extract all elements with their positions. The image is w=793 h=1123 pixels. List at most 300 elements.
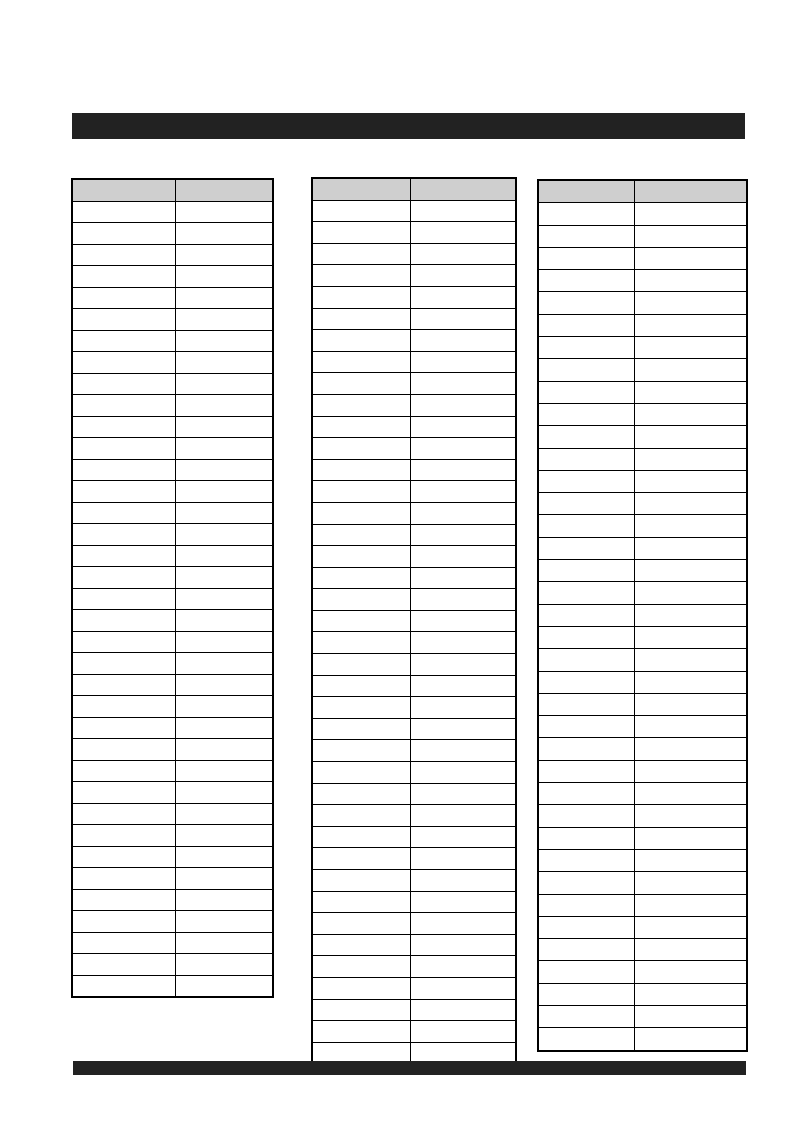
table-cell — [176, 782, 273, 804]
table-cell — [73, 287, 176, 309]
table-cell — [635, 961, 747, 983]
table-row — [539, 961, 747, 983]
table-cell — [313, 783, 411, 805]
table-cell — [176, 545, 273, 567]
table-cell — [313, 243, 411, 265]
table-cell — [539, 693, 635, 715]
table-row — [539, 314, 747, 336]
table-cell — [313, 934, 411, 956]
table-cell — [539, 649, 635, 671]
table-row — [73, 395, 273, 417]
table-cell — [411, 416, 516, 438]
table-cell — [313, 697, 411, 719]
table-row — [539, 738, 747, 760]
table-row — [313, 654, 516, 676]
table-row — [73, 610, 273, 632]
table-cell — [539, 582, 635, 604]
table-row — [313, 675, 516, 697]
table-cell — [411, 718, 516, 740]
table-row — [539, 337, 747, 359]
table-row — [73, 631, 273, 653]
table-row — [73, 588, 273, 610]
table-row — [73, 782, 273, 804]
table-cell — [539, 493, 635, 515]
table-cell — [313, 632, 411, 654]
table-cell — [411, 1021, 516, 1043]
table-cell — [73, 825, 176, 847]
table-row — [313, 805, 516, 827]
table-cell — [539, 270, 635, 292]
table-cell — [313, 524, 411, 546]
table-cell — [635, 827, 747, 849]
table-row — [73, 653, 273, 675]
table-row — [539, 783, 747, 805]
column-header — [73, 180, 176, 202]
table-row — [313, 956, 516, 978]
table-row — [73, 244, 273, 266]
table-cell — [73, 975, 176, 997]
table-cell — [73, 588, 176, 610]
table-cell — [411, 956, 516, 978]
table-cell — [176, 975, 273, 997]
table-cell — [313, 999, 411, 1021]
table-cell — [313, 416, 411, 438]
table-row — [539, 760, 747, 782]
table-row — [539, 604, 747, 626]
column-header — [411, 179, 516, 201]
table-cell — [635, 894, 747, 916]
table-cell — [539, 1028, 635, 1050]
table-row — [73, 739, 273, 761]
table-row — [313, 567, 516, 589]
table-cell — [635, 1028, 747, 1050]
table-row — [313, 394, 516, 416]
table-cell — [73, 610, 176, 632]
table-row — [73, 287, 273, 309]
table-row — [313, 934, 516, 956]
table-cell — [313, 286, 411, 308]
table-cell — [176, 932, 273, 954]
header-bar — [72, 113, 745, 139]
table-cell — [176, 674, 273, 696]
table-cell — [176, 889, 273, 911]
table-row — [313, 913, 516, 935]
table-cell — [73, 696, 176, 718]
table-cell — [176, 588, 273, 610]
table-cell — [539, 939, 635, 961]
table-row — [539, 515, 747, 537]
table-cell — [176, 911, 273, 933]
table-cell — [411, 567, 516, 589]
table-row — [313, 783, 516, 805]
table-cell — [539, 916, 635, 938]
table-cell — [176, 631, 273, 653]
table-cell — [635, 849, 747, 871]
table-cell — [176, 481, 273, 503]
table-cell — [313, 373, 411, 395]
table-row — [313, 416, 516, 438]
table-cell — [73, 481, 176, 503]
table-cell — [411, 438, 516, 460]
table-row — [73, 352, 273, 374]
table-cell — [73, 631, 176, 653]
table-cell — [411, 826, 516, 848]
table-row — [73, 674, 273, 696]
table-row — [313, 697, 516, 719]
table-row — [539, 649, 747, 671]
table-cell — [176, 567, 273, 589]
table-cell — [539, 247, 635, 269]
table-row — [313, 200, 516, 222]
table-row — [313, 222, 516, 244]
table-cell — [635, 203, 747, 225]
table-cell — [411, 762, 516, 784]
table-cell — [539, 783, 635, 805]
table-cell — [539, 403, 635, 425]
table-cell — [73, 846, 176, 868]
table-row — [313, 999, 516, 1021]
table-cell — [313, 977, 411, 999]
table-row — [313, 481, 516, 503]
table-row — [539, 225, 747, 247]
table-cell — [635, 716, 747, 738]
table-row — [539, 292, 747, 314]
table-cell — [539, 292, 635, 314]
table-cell — [176, 739, 273, 761]
table-cell — [411, 330, 516, 352]
table-cell — [176, 825, 273, 847]
table-row — [73, 459, 273, 481]
table-cell — [635, 872, 747, 894]
table-cell — [635, 448, 747, 470]
table-cell — [635, 649, 747, 671]
table-cell — [635, 225, 747, 247]
table-cell — [635, 292, 747, 314]
table-cell — [635, 671, 747, 693]
table-row — [313, 589, 516, 611]
table-row — [313, 610, 516, 632]
table-row — [73, 438, 273, 460]
table-row — [73, 889, 273, 911]
table-cell — [411, 481, 516, 503]
table-row — [73, 266, 273, 288]
data-table-1 — [72, 179, 273, 997]
table-row — [73, 932, 273, 954]
table-cell — [411, 459, 516, 481]
table-cell — [73, 803, 176, 825]
table-cell — [635, 916, 747, 938]
table-row — [539, 247, 747, 269]
table-cell — [635, 403, 747, 425]
table-cell — [73, 352, 176, 374]
table-row — [313, 826, 516, 848]
table-row — [539, 1005, 747, 1027]
table-cell — [313, 546, 411, 568]
table-cell — [176, 309, 273, 331]
table-cell — [313, 459, 411, 481]
table-cell — [411, 200, 516, 222]
table-cell — [411, 524, 516, 546]
table-cell — [411, 999, 516, 1021]
table-row — [313, 438, 516, 460]
table-row — [539, 381, 747, 403]
table-row — [73, 825, 273, 847]
table-cell — [73, 395, 176, 417]
table-cell — [313, 891, 411, 913]
table-cell — [635, 626, 747, 648]
table-row — [313, 308, 516, 330]
table-cell — [411, 632, 516, 654]
table-cell — [73, 330, 176, 352]
table-cell — [411, 783, 516, 805]
data-table-2 — [312, 178, 516, 1064]
table-cell — [176, 395, 273, 417]
table-row — [313, 524, 516, 546]
table-cell — [635, 470, 747, 492]
table-row — [539, 403, 747, 425]
table-row — [313, 373, 516, 395]
table-cell — [411, 243, 516, 265]
table-cell — [411, 697, 516, 719]
table-cell — [176, 287, 273, 309]
table-cell — [176, 352, 273, 374]
table-header-row — [313, 179, 516, 201]
table-cell — [73, 545, 176, 567]
table-cell — [176, 266, 273, 288]
table-cell — [411, 222, 516, 244]
table-cell — [411, 589, 516, 611]
table-cell — [539, 961, 635, 983]
table-cell — [313, 718, 411, 740]
table-cell — [73, 567, 176, 589]
table-row — [313, 459, 516, 481]
table-cell — [73, 201, 176, 223]
table-row — [539, 693, 747, 715]
table-cell — [635, 337, 747, 359]
table-cell — [539, 716, 635, 738]
table-row — [539, 582, 747, 604]
table-cell — [635, 604, 747, 626]
table-row — [539, 1028, 747, 1050]
table-cell — [635, 1005, 747, 1027]
table-cell — [176, 244, 273, 266]
table-row — [539, 270, 747, 292]
table-cell — [539, 604, 635, 626]
table-cell — [539, 894, 635, 916]
table-row — [539, 716, 747, 738]
table-cell — [539, 470, 635, 492]
table-cell — [176, 846, 273, 868]
table-cell — [176, 653, 273, 675]
table-row — [539, 849, 747, 871]
table-header-row — [539, 181, 747, 203]
table-row — [73, 760, 273, 782]
data-table-3 — [538, 180, 747, 1051]
table-cell — [313, 956, 411, 978]
table-cell — [539, 805, 635, 827]
table-cell — [313, 848, 411, 870]
table-row — [313, 740, 516, 762]
table-cell — [411, 654, 516, 676]
table-cell — [313, 351, 411, 373]
table-cell — [539, 426, 635, 448]
table-row — [73, 696, 273, 718]
table-cell — [411, 286, 516, 308]
table-row — [73, 954, 273, 976]
table-row — [539, 493, 747, 515]
column-header — [176, 180, 273, 202]
table-cell — [635, 738, 747, 760]
table-cell — [411, 394, 516, 416]
table-cell — [176, 760, 273, 782]
table-cell — [635, 270, 747, 292]
table-cell — [539, 827, 635, 849]
table-cell — [635, 493, 747, 515]
table-row — [73, 717, 273, 739]
table-cell — [539, 537, 635, 559]
column-header — [635, 181, 747, 203]
table-row — [313, 891, 516, 913]
table-row — [539, 626, 747, 648]
table-cell — [73, 868, 176, 890]
table-row — [73, 975, 273, 997]
table-cell — [176, 330, 273, 352]
table-cell — [313, 654, 411, 676]
table-cell — [411, 546, 516, 568]
table-cell — [73, 309, 176, 331]
table-cell — [411, 675, 516, 697]
table-cell — [313, 870, 411, 892]
table-row — [539, 872, 747, 894]
table-cell — [176, 502, 273, 524]
table-row — [73, 803, 273, 825]
table-cell — [313, 308, 411, 330]
table-cell — [313, 438, 411, 460]
table-cell — [73, 954, 176, 976]
table-cell — [635, 359, 747, 381]
table-cell — [411, 891, 516, 913]
table-row — [313, 977, 516, 999]
table-cell — [539, 1005, 635, 1027]
footer-bar — [73, 1061, 746, 1075]
table-cell — [539, 560, 635, 582]
table-cell — [539, 849, 635, 871]
column-header — [313, 179, 411, 201]
table-cell — [73, 739, 176, 761]
table-cell — [73, 459, 176, 481]
table-cell — [411, 308, 516, 330]
table-cell — [176, 696, 273, 718]
table-row — [539, 448, 747, 470]
table-row — [539, 983, 747, 1005]
table-row — [73, 868, 273, 890]
table-cell — [313, 567, 411, 589]
table-cell — [73, 782, 176, 804]
table-cell — [73, 911, 176, 933]
table-cell — [635, 805, 747, 827]
table-cell — [539, 983, 635, 1005]
table-cell — [411, 934, 516, 956]
table-row — [73, 545, 273, 567]
table-row — [539, 426, 747, 448]
table-cell — [313, 740, 411, 762]
table-cell — [411, 870, 516, 892]
table-cell — [539, 359, 635, 381]
table-row — [539, 203, 747, 225]
table-cell — [411, 913, 516, 935]
table-row — [313, 502, 516, 524]
table-row — [539, 827, 747, 849]
table-row — [73, 481, 273, 503]
table-row — [539, 470, 747, 492]
table-cell — [176, 610, 273, 632]
table-cell — [635, 560, 747, 582]
table-cell — [73, 502, 176, 524]
table-cell — [539, 671, 635, 693]
header-bar-text — [72, 118, 80, 134]
table-cell — [73, 223, 176, 245]
table-row — [539, 671, 747, 693]
table-cell — [313, 265, 411, 287]
table-cell — [313, 481, 411, 503]
table-row — [539, 894, 747, 916]
table-cell — [176, 717, 273, 739]
table-cell — [313, 222, 411, 244]
table-cell — [176, 954, 273, 976]
table-row — [539, 537, 747, 559]
table-cell — [539, 225, 635, 247]
table-cell — [635, 582, 747, 604]
table-row — [313, 718, 516, 740]
table-cell — [73, 760, 176, 782]
table-cell — [313, 762, 411, 784]
table-cell — [539, 738, 635, 760]
table-cell — [635, 693, 747, 715]
table-row — [73, 330, 273, 352]
table-row — [73, 524, 273, 546]
table-cell — [73, 373, 176, 395]
table-row — [73, 567, 273, 589]
table-row — [313, 265, 516, 287]
table-row — [313, 632, 516, 654]
table-cell — [73, 932, 176, 954]
table-cell — [539, 203, 635, 225]
table-cell — [411, 977, 516, 999]
table-cell — [635, 983, 747, 1005]
table-cell — [176, 803, 273, 825]
table-cell — [313, 394, 411, 416]
table-cell — [635, 760, 747, 782]
table-cell — [539, 515, 635, 537]
table-row — [73, 223, 273, 245]
table-cell — [176, 373, 273, 395]
table-cell — [635, 939, 747, 961]
table-cell — [635, 247, 747, 269]
table-row — [313, 351, 516, 373]
table-cell — [313, 675, 411, 697]
table-row — [539, 916, 747, 938]
table-cell — [539, 448, 635, 470]
table-row — [313, 330, 516, 352]
table-cell — [411, 740, 516, 762]
table-cell — [411, 848, 516, 870]
table-cell — [313, 805, 411, 827]
table-row — [313, 848, 516, 870]
table-cell — [411, 351, 516, 373]
table-cell — [411, 265, 516, 287]
table-cell — [176, 868, 273, 890]
table-cell — [313, 913, 411, 935]
